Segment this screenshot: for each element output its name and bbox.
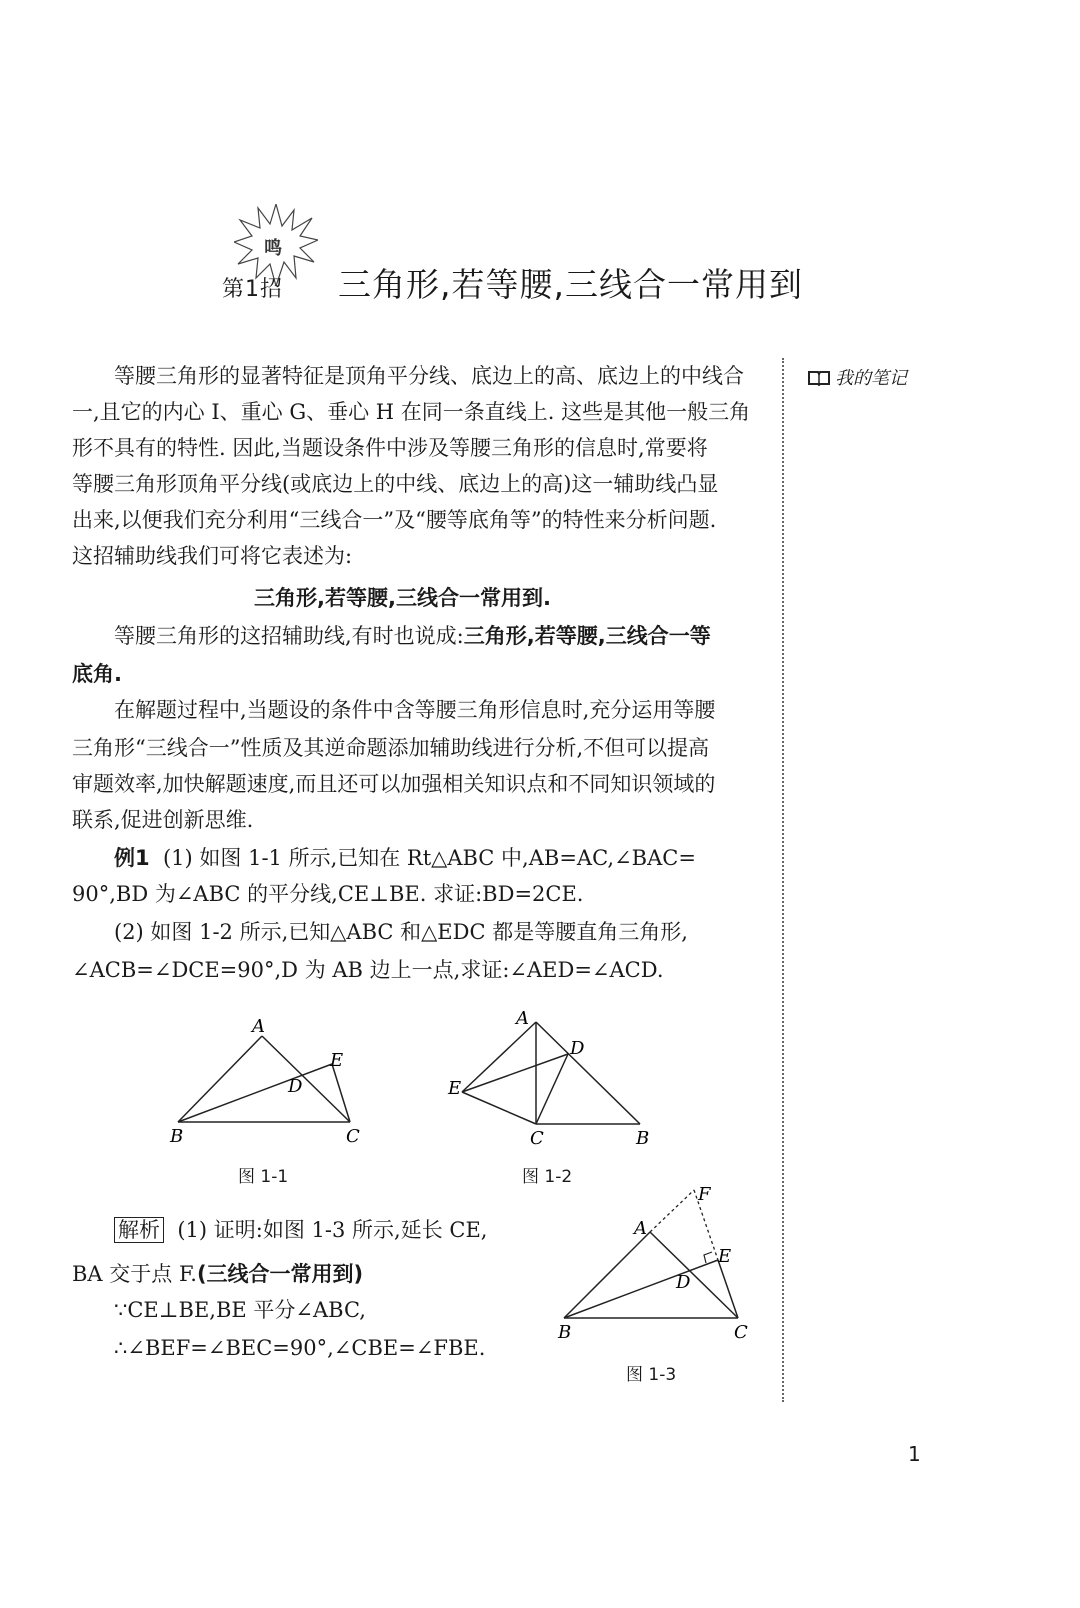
example-line: (2) 如图 1-2 所示,已知△ABC 和△EDC 都是等腰直角三角形, [114, 920, 688, 944]
figure-1-2 [440, 1006, 670, 1152]
para1-line: 等腰三角形的显著特征是顶角平分线、底边上的高、底边上的中线合 [114, 364, 744, 388]
fig3-label-b: B [558, 1322, 572, 1343]
fig1-label-a: A [252, 1016, 265, 1037]
fig1-caption: 图 1-1 [238, 1167, 289, 1187]
fig2-label-b: B [636, 1128, 650, 1149]
fig3-label-f: F [698, 1184, 711, 1205]
page-number: 1 [908, 1442, 921, 1466]
notes-label [808, 364, 907, 390]
para3-line: 审题效率,加快解题速度,而且还可以加强相关知识点和不同知识领域的 [72, 772, 716, 796]
margin-divider [782, 358, 784, 1402]
analysis-line [72, 1262, 363, 1287]
fig3-label-c: C [734, 1322, 748, 1343]
example-text: (1) 如图 1-1 所示,已知在 Rt△ABC 中,AB=AC,∠BAC= [162, 846, 696, 870]
fig1-label-c: C [346, 1126, 360, 1147]
fig3-label-d: D [676, 1272, 691, 1293]
fig1-label-d: D [288, 1076, 303, 1097]
chapter-number: 第1招 [222, 277, 283, 302]
analysis-text: BA 交于点 F. [72, 1262, 197, 1286]
book-icon [808, 370, 830, 386]
para1-line: 等腰三角形顶角平分线(或底边上的中线、底边上的高)这一辅助线凸显 [72, 472, 719, 496]
analysis-line: ∵CE⊥BE,BE 平分∠ABC, [114, 1298, 366, 1322]
para1-line: 这招辅助线我们可将它表述为: [72, 544, 353, 568]
fig1-label-e: E [330, 1050, 344, 1071]
analysis-line: ∴∠BEF=∠BEC=90°,∠CBE=∠FBE. [114, 1336, 486, 1360]
para3-line: 联系,促进创新思维. [72, 808, 254, 832]
para2-bold: 三角形,若等腰,三线合一等 [463, 624, 711, 648]
analysis-bold: (三线合一常用到) [196, 1262, 364, 1286]
analysis-text: (1) 证明:如图 1-3 所示,延长 CE, [177, 1218, 488, 1242]
para3-line: 在解题过程中,当题设的条件中含等腰三角形信息时,充分运用等腰 [114, 698, 716, 722]
para3-line: 三角形“三线合一”性质及其逆命题添加辅助线进行分析,不但可以提高 [72, 736, 710, 760]
fig2-caption: 图 1-2 [522, 1167, 573, 1187]
example-line: 90°,BD 为∠ABC 的平分线,CE⊥BE. 求证:BD=2CE. [72, 882, 584, 906]
fig3-caption: 图 1-3 [626, 1365, 677, 1385]
burst-glyph: 鸣 [264, 238, 282, 259]
fig1-label-b: B [170, 1126, 184, 1147]
fig2-label-d: D [570, 1038, 585, 1059]
figure-1-1 [160, 1016, 380, 1150]
para1-line: 一,且它的内心 I、重心 G、垂心 H 在同一条直线上. 这些是其他一般三角 [72, 400, 751, 424]
notes-label-text: 我的笔记 [835, 368, 907, 389]
analysis-label: 解析 [114, 1217, 164, 1243]
example-line [114, 846, 696, 871]
para1-line: 出来,以便我们充分利用“三线合一”及“腰等底角等”的特性来分析问题. [72, 508, 717, 532]
fig3-label-e: E [718, 1246, 732, 1267]
para2-line [114, 624, 711, 649]
motto: 三角形,若等腰,三线合一常用到. [254, 586, 551, 610]
para2-prefix: 等腰三角形的这招辅助线,有时也说成: [114, 624, 464, 648]
fig3-label-a: A [634, 1218, 647, 1239]
para2-line2: 底角. [72, 662, 122, 686]
analysis-line [114, 1218, 487, 1243]
chapter-title: 三角形,若等腰,三线合一常用到 [338, 265, 803, 304]
para1-line: 形不具有的特性. 因此,当题设条件中涉及等腰三角形的信息时,常要将 [72, 436, 708, 460]
example-label: 例1 [114, 846, 150, 870]
fig2-label-e: E [448, 1078, 462, 1099]
example-line: ∠ACB=∠DCE=90°,D 为 AB 边上一点,求证:∠AED=∠ACD. [72, 958, 664, 982]
fig2-label-a: A [516, 1008, 529, 1029]
fig2-label-c: C [530, 1128, 544, 1149]
figure-1-3 [548, 1182, 772, 1346]
